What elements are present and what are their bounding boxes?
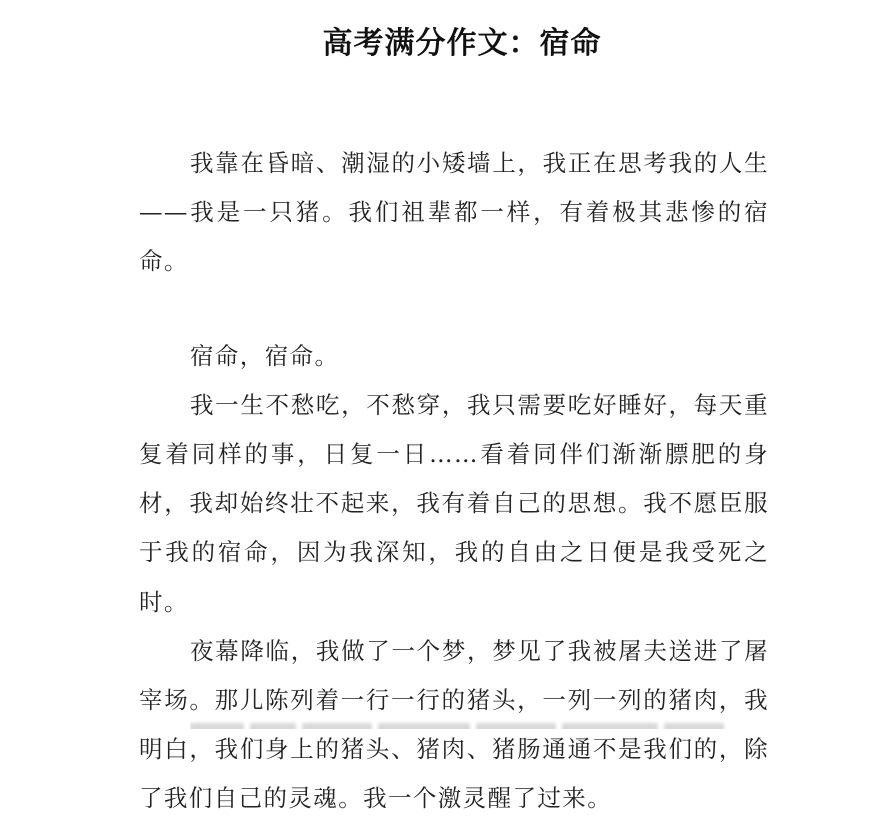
paragraph-1: 我靠在昏暗、潮湿的小矮墙上，我正在思考我的人生——我是一只猪。我们祖辈都一样，有着极其悲惨的宿命。 bbox=[139, 149, 769, 276]
paragraph-2: 宿命，宿命。 bbox=[190, 341, 340, 370]
paragraph-3: 我一生不愁吃，不愁穿，我只需要吃好睡好，每天重复着同样的事，日复一日……看着同伴们渐渐膘肥的身材，我却始终壮不起来，我有着自己的思想。我不愿臣服于我的宿命，因为我深知，我的自由之日便是我受死之时。 bbox=[139, 390, 769, 616]
paragraph-4: 夜幕降临，我做了一个梦，梦见了我被屠夫送进了屠宰场。那儿陈列着一行一行的猪头，一列一列的猪肉，我明白，我们身上的猪头、猪肉、猪肠通通不是我们的，除了我们自己的灵魂。我一个激灵醒了过来。 bbox=[139, 636, 769, 813]
clipped-next-line bbox=[190, 715, 760, 729]
essay-title: 高考满分作文：宿命 bbox=[322, 26, 602, 61]
